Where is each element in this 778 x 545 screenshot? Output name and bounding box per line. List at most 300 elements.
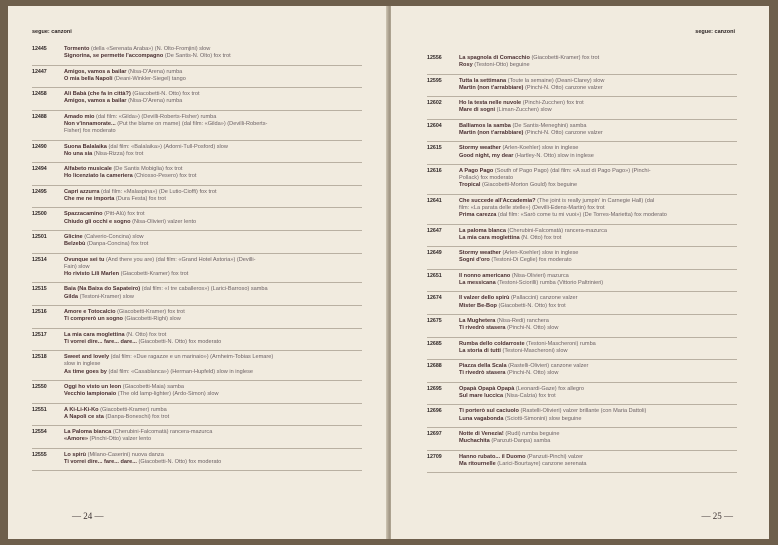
entry-divider bbox=[427, 291, 737, 292]
song-title: Mare di sogni bbox=[459, 107, 496, 114]
catalog-entry bbox=[32, 309, 362, 323]
song-title: Che succede all'Accademia? bbox=[459, 197, 536, 204]
catalog-entry bbox=[427, 454, 737, 468]
catalog-entry bbox=[32, 46, 362, 60]
song-title: A Pago Pago bbox=[459, 168, 494, 174]
catalog-entry bbox=[32, 257, 362, 279]
entry-divider bbox=[32, 425, 362, 426]
entry-divider bbox=[32, 230, 362, 231]
song-details: (Rastelli-Olivieri) valzer brillante (con Maria Dattoli) bbox=[520, 408, 647, 415]
song-line bbox=[459, 408, 737, 415]
catalog-number: 12488 bbox=[32, 113, 47, 120]
song-details: (Pinchi-N. Otto) canzone valzer bbox=[524, 84, 603, 91]
song-line bbox=[459, 78, 737, 85]
entry-divider bbox=[32, 380, 362, 381]
entry-divider bbox=[427, 141, 737, 142]
song-title: Hanno rubato... il Duomo bbox=[459, 453, 526, 460]
song-title: Signorina, se permette l'accompagno bbox=[64, 53, 164, 60]
song-title: Belzebù bbox=[64, 241, 86, 248]
song-details: (Giacobetti-Kramer) rumba bbox=[100, 406, 167, 413]
song-line bbox=[64, 257, 362, 264]
song-title: Rosy bbox=[459, 62, 473, 69]
song-line bbox=[64, 452, 362, 459]
catalog-number: 12695 bbox=[427, 385, 442, 392]
song-line bbox=[64, 234, 362, 241]
song-details: slow in inglese bbox=[64, 361, 101, 368]
song-details: (Giacobetti-Kramer) fox trot bbox=[120, 271, 189, 277]
song-title: Il nonno americano bbox=[459, 272, 511, 279]
catalog-entry bbox=[32, 407, 362, 421]
song-title: Balliamos la samba bbox=[459, 122, 511, 129]
song-details: (Giacobetti-N. Otto) fox trot bbox=[132, 91, 200, 98]
song-line bbox=[459, 168, 737, 175]
song-line bbox=[459, 175, 737, 182]
catalog-entry bbox=[32, 354, 362, 376]
song-details: (De Santis-N. Olto) fox trot bbox=[164, 53, 231, 60]
song-title: La paloma blanca bbox=[459, 227, 506, 234]
catalog-entry bbox=[427, 228, 737, 242]
song-details: (Testoni-Mascheroni) rumba bbox=[526, 340, 596, 347]
catalog-entry bbox=[32, 452, 362, 466]
song-title: Tormento bbox=[64, 46, 90, 52]
song-title: Ho licenziato la cameriera bbox=[64, 173, 133, 180]
song-details: (Giacobetti-N. Otto) fox trot bbox=[498, 302, 566, 309]
song-details: (Hartley-N. Otto) slow in inglese bbox=[514, 152, 594, 159]
song-title: Piazza della Scala bbox=[459, 363, 507, 370]
entry-divider bbox=[427, 359, 737, 360]
catalog-entry bbox=[32, 91, 362, 105]
song-title: Oggi ho visto un leon bbox=[64, 384, 122, 390]
song-line bbox=[459, 235, 737, 242]
catalog-number: 12495 bbox=[32, 188, 47, 195]
song-title: Gilda bbox=[64, 293, 78, 300]
song-details: (Pinchi-N. Otto) slow bbox=[507, 370, 559, 377]
song-title: La Paloma bianca bbox=[64, 429, 112, 436]
song-line bbox=[64, 98, 362, 105]
entry-divider bbox=[32, 162, 362, 163]
song-line bbox=[64, 407, 362, 414]
song-line bbox=[459, 273, 737, 280]
entry-divider bbox=[427, 164, 737, 165]
catalog-entry bbox=[427, 198, 737, 220]
catalog-entry bbox=[427, 100, 737, 114]
catalog-entry bbox=[427, 123, 737, 137]
catalog-number: 12685 bbox=[427, 340, 442, 347]
song-line bbox=[64, 69, 362, 76]
entry-divider bbox=[427, 246, 737, 247]
song-title: Ho la testa nelle nuvole bbox=[459, 100, 522, 107]
catalog-number: 12447 bbox=[32, 68, 47, 75]
catalog-number: 12500 bbox=[32, 211, 47, 218]
song-details: (Nisa-D'Arena) rumba bbox=[128, 68, 183, 75]
song-title: As time goes by bbox=[64, 368, 107, 375]
entry-divider bbox=[427, 96, 737, 97]
entry-divider bbox=[427, 269, 737, 270]
song-title: Ma ritournelle bbox=[459, 460, 496, 467]
song-details: (The old lamp-lighter) (Ardo-Simon) slow bbox=[117, 391, 219, 398]
song-details: (Nisa-D'Arena) rumba bbox=[128, 98, 183, 105]
song-line bbox=[64, 196, 362, 203]
catalog-entry bbox=[32, 166, 362, 180]
song-line bbox=[459, 386, 737, 393]
song-line bbox=[459, 130, 737, 137]
song-title: Prima carezza bbox=[459, 212, 497, 219]
catalog-number: 12501 bbox=[32, 234, 47, 240]
catalog-entry bbox=[427, 408, 737, 422]
song-line bbox=[459, 295, 737, 302]
catalog-entry bbox=[427, 431, 737, 445]
catalog-number: 12551 bbox=[32, 406, 47, 413]
entry-divider bbox=[32, 185, 362, 186]
song-title: Sweet and lovely bbox=[64, 354, 110, 361]
song-line bbox=[459, 145, 737, 152]
song-details: (dal film: «Casablanca») (Herman-Hupfeld) slow in inglese bbox=[108, 368, 254, 375]
song-details: Fain) slow bbox=[64, 263, 90, 270]
song-title: Ho rivisto Lili Marlen bbox=[64, 271, 120, 277]
song-line bbox=[64, 264, 362, 271]
catalog-entry bbox=[32, 332, 362, 346]
song-line bbox=[64, 429, 362, 436]
song-title: Tropical bbox=[459, 182, 481, 189]
song-details: (dal film: «Gilda») (Devilli-Roberts-Fisher) rumba bbox=[96, 113, 217, 120]
song-line bbox=[459, 85, 737, 92]
song-title: La mia cara moglettina bbox=[64, 331, 125, 338]
song-line bbox=[64, 91, 362, 98]
entry-divider bbox=[427, 472, 737, 473]
catalog-number: 12595 bbox=[427, 77, 442, 84]
song-details: (Pitt-Alù) fox trot bbox=[104, 211, 145, 218]
catalog-entry bbox=[32, 286, 362, 300]
catalog-number: 12647 bbox=[427, 227, 442, 234]
catalog-number: 12688 bbox=[427, 363, 442, 370]
song-title: La spagnola di Comacchio bbox=[459, 55, 530, 61]
song-line bbox=[64, 166, 362, 173]
song-line bbox=[459, 250, 737, 257]
song-line bbox=[459, 416, 737, 423]
song-details: (Nisa-Redi) ranchera bbox=[496, 318, 549, 324]
entry-divider bbox=[32, 448, 362, 449]
song-details: (Giacobetti-Righi) slow bbox=[124, 316, 181, 323]
song-line bbox=[459, 212, 737, 219]
song-line bbox=[64, 384, 362, 391]
song-details: (Liman-Zucchen) slow bbox=[496, 107, 552, 114]
song-title: Ti comprerò un sogno bbox=[64, 316, 123, 323]
song-details: (Rastelli-Olivieri) canzone valzer bbox=[508, 363, 589, 370]
song-line bbox=[459, 62, 737, 69]
song-details: (Testoni-Kramer) slow bbox=[79, 293, 134, 300]
song-title: Opapà Opapà Opapà bbox=[459, 385, 515, 392]
catalog-entry bbox=[427, 318, 737, 332]
song-details: (della «Serenata Araba») (N. Olto-Fromjini) slow bbox=[90, 46, 211, 52]
catalog-entry bbox=[427, 386, 737, 400]
song-line bbox=[459, 100, 737, 107]
song-line bbox=[64, 271, 362, 278]
song-details: (Rudi) rumba beguine bbox=[505, 431, 560, 437]
entry-divider bbox=[32, 470, 362, 471]
catalog-entry bbox=[32, 114, 362, 136]
song-title: Suona Balalaika bbox=[64, 143, 107, 150]
song-line bbox=[64, 309, 362, 316]
song-details: (Giacobetti-Morton Gould) fox beguine bbox=[482, 182, 578, 189]
song-details: (Pinchi-N. Otto) canzone valzer bbox=[524, 130, 603, 136]
song-details: (Panzuti-Pinchi) valzer bbox=[527, 453, 584, 460]
song-title: Ti rivedrò stasera bbox=[459, 370, 506, 377]
song-details: Pollack) fox moderato bbox=[459, 175, 514, 182]
song-title: La messicana bbox=[459, 280, 496, 286]
song-line bbox=[64, 316, 362, 323]
catalog-number: 12556 bbox=[427, 55, 442, 61]
catalog-entry bbox=[427, 250, 737, 264]
page-number: — 25 — bbox=[701, 511, 733, 521]
song-line bbox=[64, 151, 362, 158]
song-title: Luna vagabonda bbox=[459, 415, 504, 422]
song-line bbox=[459, 341, 737, 348]
page-number: — 24 — bbox=[72, 511, 104, 521]
catalog-entry bbox=[427, 273, 737, 287]
song-title: Ali Babà (che fa in città?) bbox=[64, 91, 131, 98]
song-line bbox=[64, 53, 362, 60]
catalog-entry bbox=[32, 429, 362, 443]
song-details: (Nisa-Olivieri) valzer lento bbox=[132, 218, 197, 225]
song-details: (Larici-Bourtayre) canzone serenata bbox=[497, 460, 587, 467]
song-line bbox=[459, 55, 737, 62]
song-title: Lo spirù bbox=[64, 451, 87, 458]
song-title: Che me ne importa bbox=[64, 196, 115, 202]
entry-divider bbox=[32, 403, 362, 404]
song-details: (Giacobetti-N. Otto) fox moderato bbox=[138, 459, 222, 465]
song-title: No una sia bbox=[64, 150, 93, 157]
catalog-number: 12458 bbox=[32, 91, 47, 98]
song-line bbox=[64, 76, 362, 83]
catalog-number: 12555 bbox=[32, 451, 47, 458]
catalog-number: 12490 bbox=[32, 143, 47, 150]
song-details: (Testoni-Sciorilli) rumba (Vittorio Paltrinieri) bbox=[497, 280, 604, 286]
song-title: Amigos, vamos a bailar bbox=[64, 68, 127, 75]
song-details: (N. Otto) fox trot bbox=[521, 234, 562, 241]
song-title: Ti porterò sul caciuolo bbox=[459, 408, 519, 415]
song-title: Sogni d'oro bbox=[459, 257, 490, 264]
song-details: (Calverio-Concina) slow bbox=[84, 234, 144, 240]
catalog-entry bbox=[32, 189, 362, 203]
song-title: Stormy weather bbox=[459, 145, 501, 152]
entry-divider bbox=[32, 110, 362, 111]
catalog-number: 12494 bbox=[32, 166, 47, 173]
catalog-entry bbox=[427, 168, 737, 190]
entry-divider bbox=[32, 305, 362, 306]
song-title: Amore e Totocalcio bbox=[64, 309, 116, 315]
song-line bbox=[459, 461, 737, 468]
song-title: Ti vorrei dire... fare... dare... bbox=[64, 459, 137, 465]
catalog-number: 12697 bbox=[427, 431, 442, 437]
song-details: (Danpa-Boneschi) fox trot bbox=[105, 413, 170, 420]
song-details: (Chiosso-Pesero) fox trot bbox=[134, 173, 197, 180]
song-details: (South of Pago Pago) (dal film: «A sud di Pago Pago») (Pinchi- bbox=[494, 168, 651, 174]
entry-divider bbox=[427, 427, 737, 428]
song-title: Good night, my dear bbox=[459, 152, 514, 159]
song-title: Non v'innamorate... bbox=[64, 121, 116, 127]
entry-divider bbox=[32, 350, 362, 351]
entry-divider bbox=[427, 224, 737, 225]
song-details: (Giacobetti-Maia) samba bbox=[122, 384, 184, 390]
song-details: (Sciotti-Simonini) slow beguine bbox=[505, 415, 582, 422]
entry-divider bbox=[427, 337, 737, 338]
song-details: (Pinchi-N. Otto) slow bbox=[507, 325, 559, 332]
catalog-entry bbox=[427, 341, 737, 355]
catalog-entry bbox=[427, 363, 737, 377]
song-line bbox=[64, 121, 362, 128]
song-title: Tutta la settimana bbox=[459, 77, 507, 84]
song-line bbox=[64, 173, 362, 180]
song-details: (Dura Festa) fox trot bbox=[115, 196, 166, 202]
catalog-entry bbox=[427, 145, 737, 159]
catalog-entry bbox=[427, 295, 737, 309]
song-line bbox=[459, 393, 737, 400]
song-details: (Testoni-Mascheroni) slow bbox=[502, 347, 568, 354]
song-details: (Arlen-Koehler) slow in inglese bbox=[502, 145, 579, 152]
song-details: (Testoni-Otto) beguine bbox=[474, 62, 530, 69]
song-title: Martin (non t'arrabbiare) bbox=[459, 84, 524, 91]
catalog-entry bbox=[32, 69, 362, 83]
catalog-entry bbox=[32, 144, 362, 158]
entry-divider bbox=[427, 314, 737, 315]
song-line bbox=[64, 189, 362, 196]
catalog-number: 12518 bbox=[32, 354, 47, 361]
song-details: (dal film: «I tre caballeros») (Larici-Barroso) samba bbox=[141, 286, 268, 293]
song-title: Glicine bbox=[64, 234, 83, 240]
song-line bbox=[64, 354, 362, 361]
song-title: «Amore» bbox=[64, 436, 88, 443]
song-details: (De Santis-Meneghini) samba bbox=[512, 122, 587, 129]
song-details: (Pinchi-Zucchen) fox trot bbox=[522, 100, 584, 107]
song-title: Rumba dello coldarroste bbox=[459, 340, 525, 347]
song-line bbox=[459, 318, 737, 325]
song-details: (Giacobetti-N. Otto) fox moderato bbox=[138, 338, 222, 345]
song-title: Sul mare luccica bbox=[459, 393, 504, 399]
song-title: Chiudo gli occhi e sogno bbox=[64, 218, 131, 225]
song-line bbox=[459, 182, 737, 189]
catalog-number: 12651 bbox=[427, 272, 442, 279]
song-title: Ti rivedrò stasera bbox=[459, 325, 506, 332]
catalog-number: 12554 bbox=[32, 429, 47, 436]
song-line bbox=[64, 459, 362, 466]
song-line bbox=[459, 363, 737, 370]
catalog-entry bbox=[32, 384, 362, 398]
song-details: (Put the blame on mame) (dal film: «Gilda») (Devilli-Roberts- bbox=[117, 121, 268, 127]
song-line bbox=[64, 128, 362, 135]
song-details: (Leonardi-Gaze) fox allegro bbox=[515, 385, 584, 392]
song-details: film: «La parata delle stelle») (Devilli-Edens-Martin) fox trot bbox=[459, 205, 605, 211]
song-details: Fisher) fox moderato bbox=[64, 128, 116, 135]
song-title: Baia (Na Baixa do Sapateiro) bbox=[64, 286, 141, 293]
song-line bbox=[459, 205, 737, 212]
song-details: (De Santis Mobiglia) fox trot bbox=[113, 166, 183, 173]
song-line bbox=[64, 361, 362, 368]
catalog-number: 12514 bbox=[32, 256, 47, 263]
song-line bbox=[459, 348, 737, 355]
song-line bbox=[64, 241, 362, 248]
song-line bbox=[64, 369, 362, 376]
right-page bbox=[391, 6, 769, 539]
song-details: (dal film: «Malaspina») (De Lutio-Cioffi) fox trot bbox=[101, 188, 217, 195]
song-line bbox=[459, 303, 737, 310]
song-title: La storia di tutti bbox=[459, 347, 501, 354]
song-title: Spazzacamino bbox=[64, 211, 103, 218]
entry-divider bbox=[427, 404, 737, 405]
song-title: Muchachita bbox=[459, 438, 490, 445]
song-title: Ti vorrei dire... fare... dare... bbox=[64, 338, 137, 345]
entry-divider bbox=[32, 65, 362, 66]
song-details: (Nisa-Rizza) fox trot bbox=[93, 150, 144, 157]
song-details: (dal film: «Due ragazze e un marinaio») (Arnheim-Tobias Lemare) bbox=[110, 354, 274, 361]
catalog-number: 12675 bbox=[427, 318, 442, 324]
song-line bbox=[64, 286, 362, 293]
section-header: segue: canzoni bbox=[32, 29, 72, 35]
entry-divider bbox=[32, 207, 362, 208]
song-line bbox=[64, 114, 362, 121]
catalog-number: 12516 bbox=[32, 309, 47, 315]
song-title: Mister Be-Bop bbox=[459, 302, 497, 309]
catalog-number: 12445 bbox=[32, 46, 47, 52]
song-title: La Mughetera bbox=[459, 318, 496, 324]
song-details: (Giacobetti-Kramer) fox trot bbox=[117, 309, 185, 315]
song-details: (Toute la semaine) (Deani-Clarey) slow bbox=[507, 77, 605, 84]
song-title: A Ki-Li-Ki-Ko bbox=[64, 406, 99, 413]
entry-divider bbox=[32, 140, 362, 141]
song-details: (And there you are) (dal film: «Grand Hotel Astoria») (Devilli- bbox=[105, 256, 256, 263]
catalog-entry bbox=[32, 234, 362, 248]
song-line bbox=[64, 144, 362, 151]
catalog-number: 12616 bbox=[427, 168, 442, 174]
song-line bbox=[459, 438, 737, 445]
song-line bbox=[459, 153, 737, 160]
entry-divider bbox=[32, 87, 362, 88]
song-line bbox=[64, 339, 362, 346]
song-details: (Arlen-Koehler) slow in inglese bbox=[502, 250, 579, 257]
song-title: Ovunque sei tu bbox=[64, 256, 105, 263]
song-details: (dal film: «Sarò come tu mi vuoi») (De Torres-Marietta) fox moderato bbox=[497, 212, 667, 219]
catalog-number: 12649 bbox=[427, 250, 442, 257]
catalog-number: 12550 bbox=[32, 384, 47, 390]
entry-divider bbox=[32, 253, 362, 254]
catalog-number: 12615 bbox=[427, 145, 442, 152]
song-line bbox=[459, 370, 737, 377]
catalog-number: 12515 bbox=[32, 286, 47, 293]
song-line bbox=[459, 228, 737, 235]
song-line bbox=[459, 325, 737, 332]
catalog-number: 12604 bbox=[427, 122, 442, 129]
entry-divider bbox=[427, 450, 737, 451]
song-details: (Panzuti-Danpa) samba bbox=[491, 438, 551, 445]
song-line bbox=[64, 211, 362, 218]
song-line bbox=[64, 414, 362, 421]
song-details: (Danpa-Concina) fox trot bbox=[87, 241, 149, 248]
song-title: Capri azzurra bbox=[64, 188, 100, 195]
song-details: (Deani-Winkler-Siegel) tango bbox=[114, 75, 186, 82]
song-details: (Pallaccini) canzone valzer bbox=[510, 295, 578, 302]
song-line bbox=[64, 46, 362, 53]
song-details: (Nisa-Olivieri) mazurca bbox=[511, 272, 569, 279]
entry-divider bbox=[427, 382, 737, 383]
entry-divider bbox=[32, 328, 362, 329]
song-details: (Milano-Caserini) nuova danza bbox=[87, 451, 164, 458]
song-line bbox=[64, 294, 362, 301]
song-line bbox=[459, 454, 737, 461]
catalog-entry bbox=[427, 78, 737, 92]
song-title: Alfabeto musicale bbox=[64, 166, 112, 173]
song-details: (Nisa-Calzia) fox trot bbox=[504, 393, 556, 399]
catalog-number: 12696 bbox=[427, 408, 442, 415]
song-details: (Testoni-Di Ceglie) fox moderato bbox=[491, 257, 572, 264]
